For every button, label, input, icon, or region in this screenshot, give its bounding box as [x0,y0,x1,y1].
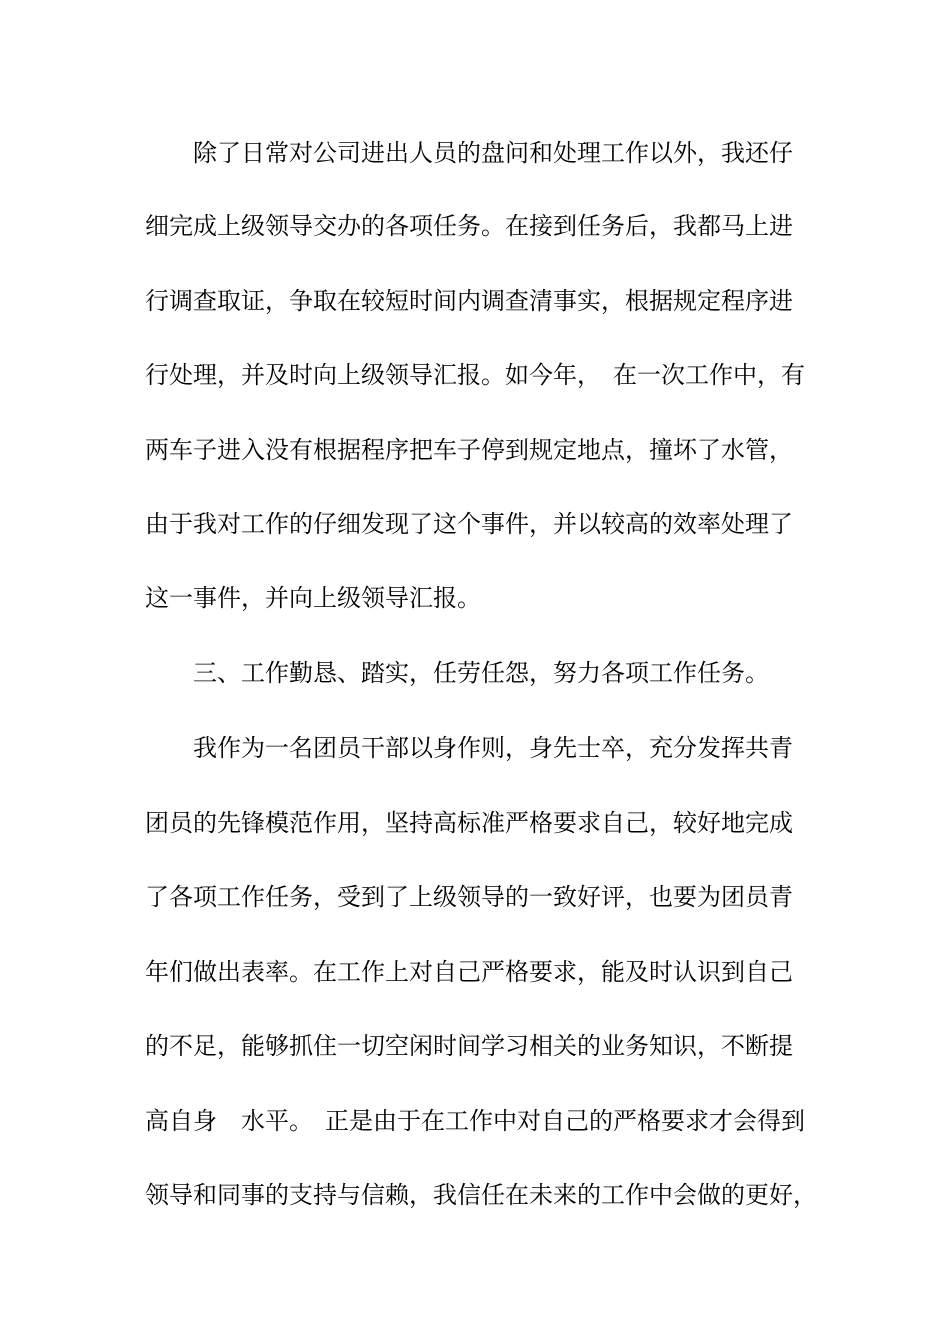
text-line-14: 高自身 水平。 正是由于在工作中对自己的严格要求才会得到 [145,1107,805,1135]
text-line-6: 由于我对工作的仔细发现了这个事件，并以较高的效率处理了 [145,510,793,538]
text-line-11: 了各项工作任务，受到了上级领导的一致好评，也要为团员青 [145,883,793,911]
text-line-2: 细完成上级领导交办的各项任务。在接到任务后，我都马上进 [145,212,793,240]
text-line-15: 领导和同事的支持与信赖，我信任在未来的工作中会做的更好， [145,1181,817,1209]
text-line-4: 行处理，并及时向上级领导汇报。如今年， 在一次工作中，有 [145,361,805,389]
text-line-12: 年们做出表率。在工作上对自己严格要求，能及时认识到自己 [145,958,793,986]
text-line-5: 两车子进入没有根据程序把车子停到规定地点，撞坏了水管， [145,436,793,464]
text-line-7: 这一事件，并向上级领导汇报。 [145,584,481,612]
section-heading: 三、工作勤恳、踏实，任劳任怨，努力各项工作任务。 [145,659,769,687]
text-line-3: 行调查取证，争取在较短时间内调查清事实，根据规定程序进 [145,287,793,315]
text-line-13: 的不足，能够抓住一切空闲时间学习相关的业务知识，不断提 [145,1032,793,1060]
text-line-10: 团员的先锋模范作用，坚持高标准严格要求自己，较好地完成 [145,809,793,837]
text-line-1: 除了日常对公司进出人员的盘问和处理工作以外，我还仔 [145,139,793,167]
text-line-9: 我作为一名团员干部以身作则，身先士卒，充分发挥共青 [145,734,793,762]
